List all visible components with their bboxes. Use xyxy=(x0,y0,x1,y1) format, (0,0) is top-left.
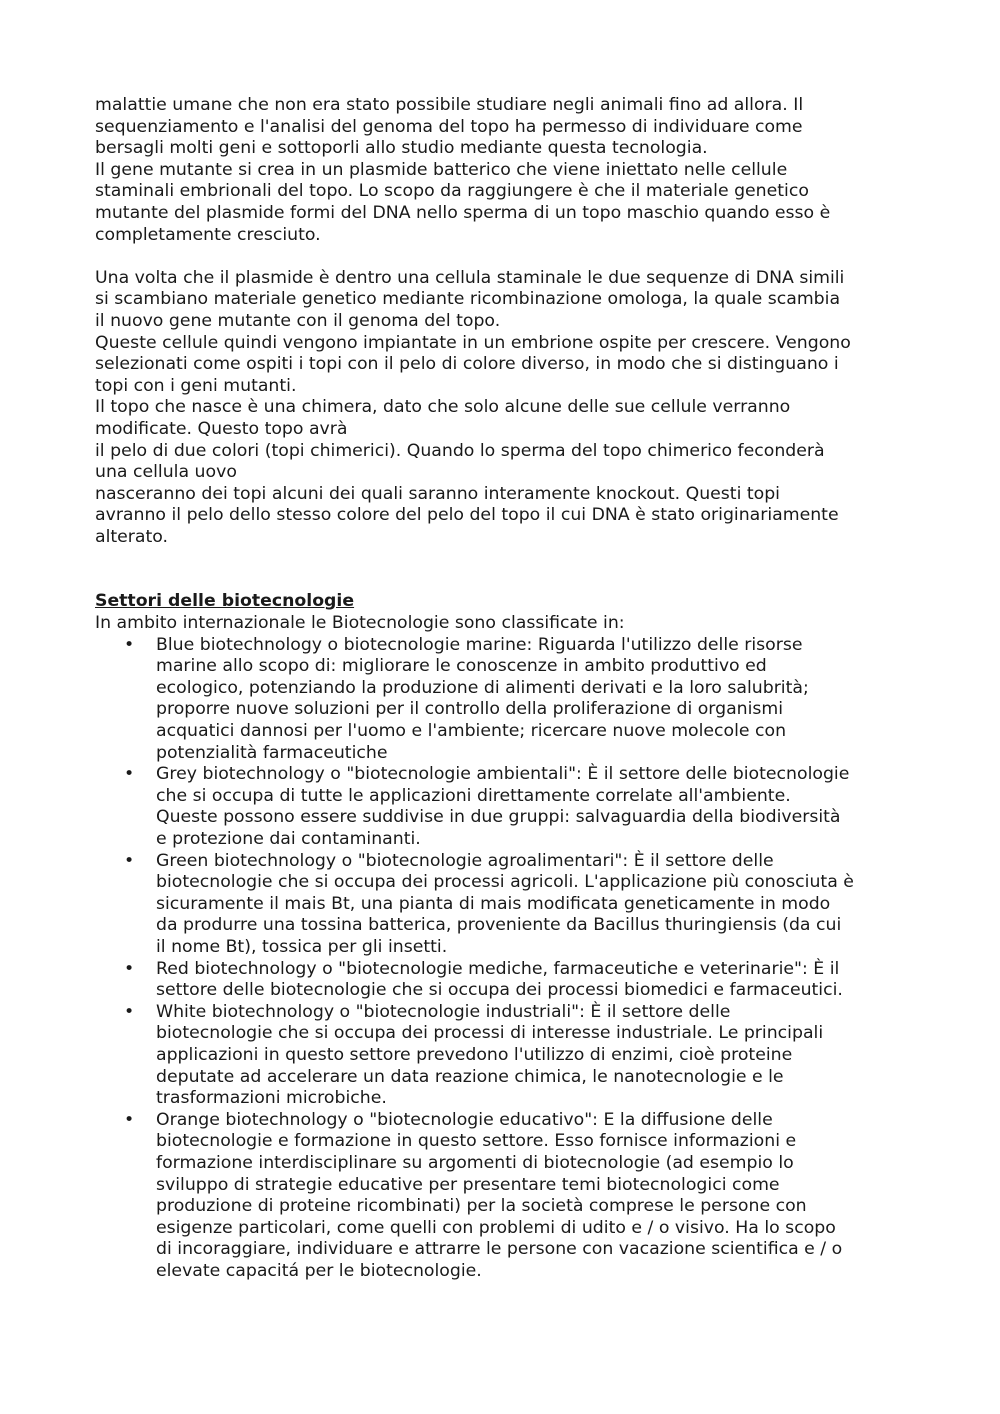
text-line: sviluppo di strategie educative per presentare temi biotecnologici come xyxy=(156,1174,780,1195)
text-line: Blue biotechnology o biotecnologie marine: Riguarda l'utilizzo delle risorse xyxy=(156,634,803,655)
text-line: acquatici dannosi per l'uomo e l'ambiente; ricercare nuove molecole con xyxy=(156,721,787,742)
list-item-grey xyxy=(95,764,915,850)
text-line: trasformazioni microbiche. xyxy=(156,1088,387,1109)
text-line: marine allo scopo di: migliorare le conoscenze in ambito produttivo ed xyxy=(156,656,767,677)
text-line: bersagli molti geni e sottoporli allo studio mediante questa tecnologia. xyxy=(95,138,708,159)
bullet-marker: • xyxy=(124,764,135,785)
text-line: modificate. Questo topo avrà xyxy=(95,418,348,439)
intro-paragraph-1 xyxy=(95,95,915,246)
list-item-red xyxy=(95,959,915,1002)
text-line: Grey biotechnology o "biotecnologie ambientali": È il settore delle biotecnologie xyxy=(156,764,850,785)
text-line: biotecnologie che si occupa dei processi agricoli. L'applicazione più conosciuta è xyxy=(156,872,854,893)
text-line: sequenziamento e l'analisi del genoma del topo ha permesso di individuare come xyxy=(95,116,803,137)
intro-paragraph-2 xyxy=(95,268,915,549)
text-line: esigenze particolari, come quelli con problemi di udito e / o visivo. Ha lo scopo xyxy=(156,1217,836,1238)
list-item-white xyxy=(95,1002,915,1110)
text-line: White biotechnology o "biotecnologie industriali": È il settore delle xyxy=(156,1001,731,1022)
text-line: nasceranno dei topi alcuni dei quali saranno interamente knockout. Questi topi xyxy=(95,483,780,504)
text-line: proporre nuove soluzioni per il controllo della proliferazione di organismi xyxy=(156,699,784,720)
text-line: Orange biotechnology o "biotecnologie educativo": E la diffusione delle xyxy=(156,1109,773,1130)
text-line: mutante del plasmide formi del DNA nello sperma di un topo maschio quando esso è xyxy=(95,202,831,223)
list-item-orange xyxy=(95,1110,915,1283)
text-line: e protezione dai contaminanti. xyxy=(156,829,421,849)
text-line: topi con i geni mutanti. xyxy=(95,375,297,396)
text-line: biotecnologie che si occupa dei processi di interesse industriale. Le principali xyxy=(156,1023,824,1044)
text-line: Queste cellule quindi vengono impiantate in un embrione ospite per crescere. Vengono xyxy=(95,332,851,353)
text-line: malattie umane che non era stato possibile studiare negli animali fino ad allora. Il xyxy=(95,95,804,115)
text-line: formazione interdisciplinare su argomenti di biotecnologie (ad esempio lo xyxy=(156,1152,794,1173)
text-line: Il topo che nasce è una chimera, dato che solo alcune delle sue cellule verranno xyxy=(95,397,791,418)
text-line: Queste possono essere suddivise in due gruppi: salvaguardia della biodiversità xyxy=(156,807,841,828)
text-line: il pelo di due colori (topi chimerici). Quando lo sperma del topo chimerico feconderà xyxy=(95,440,825,461)
text-line: staminali embrionali del topo. Lo scopo da raggiungere è che il materiale genetico xyxy=(95,181,809,202)
bullet-marker: • xyxy=(124,634,135,655)
text-line: si scambiano materiale genetico mediante ricombinazione omologa, la quale scambia xyxy=(95,289,841,310)
text-line: potenzialità farmaceutiche xyxy=(156,742,388,763)
bullet-marker: • xyxy=(124,1001,135,1022)
text-line: settore delle biotecnologie che si occupa dei processi biomedici e farmaceutici. xyxy=(156,980,843,1001)
section-heading: Settori delle biotecnologie xyxy=(95,591,355,612)
text-line: ecologico, potenziando la produzione di alimenti derivati e la loro salubrità; xyxy=(156,677,809,698)
text-line: applicazioni in questo settore prevedono l'utilizzo di enzimi, cioè proteine xyxy=(156,1044,793,1065)
document-page xyxy=(95,95,915,1282)
text-line: una cellula uovo xyxy=(95,462,237,483)
text-line: elevate capacitá per le biotecnologie. xyxy=(156,1260,482,1281)
text-line: Una volta che il plasmide è dentro una cellula staminale le due sequenze di DNA simili xyxy=(95,267,845,288)
text-line: sicuramente il mais Bt, una pianta di mais modificata geneticamente in modo xyxy=(156,893,831,914)
biotech-sectors-list xyxy=(95,635,915,1283)
text-line: che si occupa di tutte le applicazioni direttamente correlate all'ambiente. xyxy=(156,785,791,806)
bullet-marker: • xyxy=(124,850,135,871)
text-line: Il gene mutante si crea in un plasmide batterico che viene iniettato nelle cellule xyxy=(95,159,788,180)
text-line: il nome Bt), tossica per gli insetti. xyxy=(156,936,448,957)
text-line: da produrre una tossina batterica, proveniente da Bacillus thuringiensis (da cui xyxy=(156,915,842,936)
text-line: alterato. xyxy=(95,526,169,547)
list-item-green xyxy=(95,851,915,959)
section-spacer xyxy=(95,548,915,591)
text-line: il nuovo gene mutante con il genoma del topo. xyxy=(95,310,501,331)
text-line: avranno il pelo dello stesso colore del pelo del topo il cui DNA è stato originariamente xyxy=(95,505,839,526)
text-line: Red biotechnology o "biotecnologie mediche, farmaceutiche e veterinarie": È il xyxy=(156,958,840,979)
section-intro: In ambito internazionale le Biotecnologie sono classificate in: xyxy=(95,613,625,634)
bullet-marker: • xyxy=(124,1109,135,1130)
text-line: produzione di proteine ricombinati) per la società comprese le persone con xyxy=(156,1196,807,1217)
text-line: biotecnologie e formazione in questo settore. Esso fornisce informazioni e xyxy=(156,1131,797,1152)
text-line: deputate ad accelerare un data reazione chimica, le nanotecnologie e le xyxy=(156,1066,784,1087)
text-line: di incoraggiare, individuare e attrarre le persone con vacazione scientifica e / o xyxy=(156,1239,843,1260)
list-item-blue xyxy=(95,635,915,765)
text-line: selezionati come ospiti i topi con il pelo di colore diverso, in modo che si distinguano i xyxy=(95,354,839,375)
text-line: Green biotechnology o "biotecnologie agroalimentari": È il settore delle xyxy=(156,850,774,871)
paragraph-spacer xyxy=(95,246,915,268)
text-line: completamente cresciuto. xyxy=(95,224,321,245)
bullet-marker: • xyxy=(124,958,135,979)
